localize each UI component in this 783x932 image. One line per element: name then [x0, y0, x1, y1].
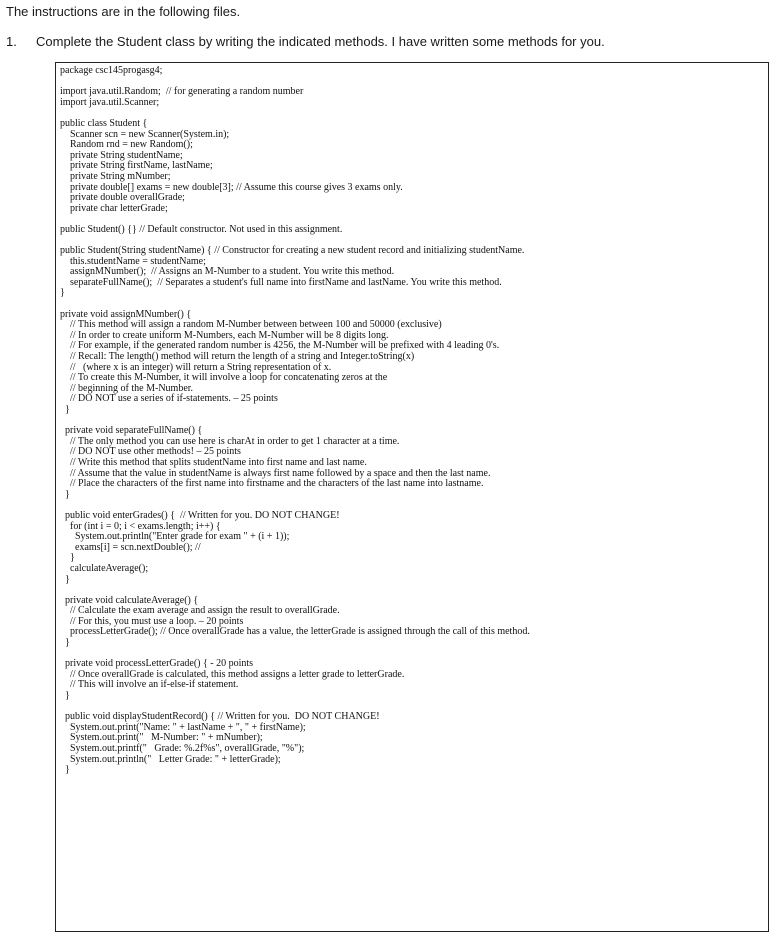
code-line: System.out.print("Name: " + lastName + ", " + firstName); — [60, 721, 306, 733]
code-line: // The only method you can use here is charAt in order to get 1 character at a time. — [60, 435, 400, 447]
code-line: // For example, if the generated random number is 4256, the M-Number will be prefixed with 4 leading 0's. — [60, 340, 500, 352]
code-line: // (where x is an integer) will return a String representation of x. — [60, 361, 332, 373]
code-line: } — [60, 690, 70, 702]
code-line: } — [60, 573, 70, 585]
code-line: System.out.println(" Letter Grade: " + letterGrade); — [60, 753, 281, 765]
code-line: // Place the characters of the first name into firstname and the characters of the last name into lastname. — [60, 478, 484, 490]
code-line: this.studentName = studentName; — [60, 255, 206, 267]
code-line: private String firstName, lastName; — [60, 160, 213, 172]
code-line: // For this, you must use a loop. – 20 points — [60, 615, 244, 627]
code-line: // Calculate the exam average and assign the result to overallGrade. — [60, 605, 340, 617]
code-line: separateFullName(); // Separates a student's full name into firstName and lastName. You write this method. — [60, 276, 502, 288]
code-line: public Student() {} // Default constructor. Not used in this assignment. — [60, 223, 343, 235]
code-line: // DO NOT use other methods! – 25 points — [60, 446, 241, 458]
code-line: // Write this method that splits studentName into first name and last name. — [60, 456, 367, 468]
code-line: calculateAverage(); — [60, 562, 149, 574]
intro-text: The instructions are in the following files. — [6, 4, 241, 19]
code-line: for (int i = 0; i < exams.length; i++) { — [60, 520, 221, 532]
task-text: Complete the Student class by writing the indicated methods. I have written some methods for you. — [36, 34, 605, 49]
code-line: processLetterGrade(); // Once overallGrade has a value, the letterGrade is assigned through the call of this method. — [60, 626, 530, 638]
code-line: // Recall: The length() method will return the length of a string and Integer.toString(x) — [60, 351, 415, 363]
code-line: private String studentName; — [60, 149, 183, 161]
code-line: private void assignMNumber() { — [60, 308, 192, 320]
code-line: // This method will assign a random M-Number between between 100 and 50000 (exclusive) — [60, 319, 442, 331]
code-listing — [60, 66, 530, 776]
code-line: // Once overallGrade is calculated, this method assigns a letter grade to letterGrade. — [60, 668, 405, 680]
code-line: private void calculateAverage() { — [60, 594, 199, 606]
code-line: // In order to create uniform M-Numbers, each M-Number will be 8 digits long. — [60, 329, 389, 341]
code-line: private String mNumber; — [60, 170, 171, 182]
code-line: Random rnd = new Random(); — [60, 139, 193, 151]
code-line: } — [60, 404, 70, 415]
code-line: System.out.print(" M-Number: " + mNumber); — [60, 732, 263, 744]
code-line: } — [60, 637, 70, 649]
code-line: } — [60, 287, 65, 299]
code-line: private void separateFullName() { — [60, 425, 203, 437]
code-line: // Assume that the value in studentName is always first name followed by a space and then the last name. — [60, 467, 491, 479]
code-line: private char letterGrade; — [60, 202, 168, 214]
code-line: private void processLetterGrade() { - 20 points — [60, 658, 254, 670]
code-line: System.out.printf(" Grade: %.2f%s", overallGrade, "%"); — [60, 743, 305, 754]
task-item — [6, 34, 605, 49]
code-line: } — [60, 764, 70, 776]
code-line: // This will involve an if-else-if statement. — [60, 679, 239, 691]
code-line: private double overallGrade; — [60, 192, 185, 204]
code-line: import java.util.Scanner; — [60, 96, 160, 108]
code-line: // To create this M-Number, it will involve a loop for concatenating zeros at the — [60, 372, 388, 384]
code-line: private double[] exams = new double[3]; // Assume this course gives 3 exams only. — [60, 181, 403, 193]
code-line: } — [60, 552, 75, 564]
code-line: public void displayStudentRecord() { // Written for you. DO NOT CHANGE! — [60, 711, 380, 723]
task-number: 1. — [6, 34, 17, 49]
code-listing-box — [55, 62, 769, 932]
code-line: package csc145progasg4; — [60, 65, 163, 76]
code-line: // DO NOT use a series of if-statements. – 25 points — [60, 393, 278, 405]
code-line: public Student(String studentName) { // Constructor for creating a new student record and initializing studentName. — [60, 245, 525, 257]
code-line: } — [60, 488, 70, 500]
code-line: public class Student { — [60, 117, 148, 129]
code-line: System.out.println("Enter grade for exam " + (i + 1)); — [60, 531, 290, 543]
code-line: Scanner scn = new Scanner(System.in); — [60, 128, 230, 140]
code-line: exams[i] = scn.nextDouble(); // — [60, 541, 201, 553]
code-line: // beginning of the M-Number. — [60, 382, 194, 394]
code-line: assignMNumber(); // Assigns an M-Number to a student. You write this method. — [60, 266, 395, 278]
code-line: public void enterGrades() { // Written for you. DO NOT CHANGE! — [60, 509, 340, 521]
code-line: import java.util.Random; // for generating a random number — [60, 86, 304, 98]
